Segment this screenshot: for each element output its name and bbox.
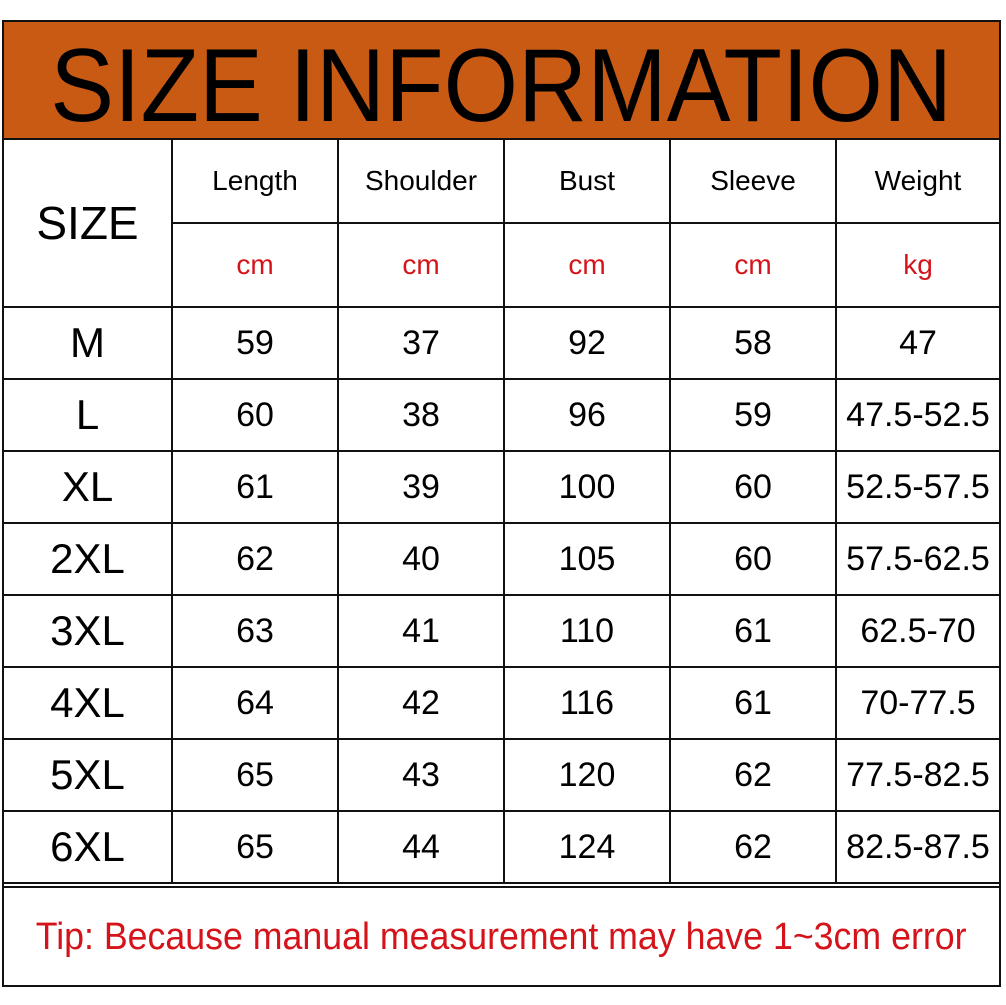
header-row (4, 139, 999, 223)
sleeve-cell: 60 (670, 451, 836, 523)
bust-cell: 120 (504, 739, 670, 811)
size-cell: 5XL (4, 739, 172, 811)
unit-bust: cm (504, 223, 670, 307)
size-chart (2, 20, 1001, 987)
shoulder-cell: 37 (338, 307, 504, 379)
bust-cell: 100 (504, 451, 670, 523)
size-table (4, 138, 999, 884)
shoulder-cell: 39 (338, 451, 504, 523)
weight-cell: 82.5-87.5 (836, 811, 999, 883)
table-row (4, 667, 999, 739)
shoulder-cell: 44 (338, 811, 504, 883)
sleeve-cell: 62 (670, 811, 836, 883)
table-row (4, 595, 999, 667)
size-cell: 6XL (4, 811, 172, 883)
table-row (4, 451, 999, 523)
length-cell: 64 (172, 667, 338, 739)
bust-cell: 124 (504, 811, 670, 883)
unit-weight: kg (836, 223, 999, 307)
table-row (4, 307, 999, 379)
unit-sleeve: cm (670, 223, 836, 307)
bust-cell: 105 (504, 523, 670, 595)
sleeve-cell: 62 (670, 739, 836, 811)
weight-cell: 70-77.5 (836, 667, 999, 739)
length-cell: 61 (172, 451, 338, 523)
column-header-weight: Weight (836, 139, 999, 223)
table-row (4, 811, 999, 883)
size-cell: 3XL (4, 595, 172, 667)
length-cell: 62 (172, 523, 338, 595)
bust-cell: 96 (504, 379, 670, 451)
column-header-shoulder: Shoulder (338, 139, 504, 223)
bust-cell: 110 (504, 595, 670, 667)
size-cell: L (4, 379, 172, 451)
weight-cell: 47.5-52.5 (836, 379, 999, 451)
unit-length: cm (172, 223, 338, 307)
weight-cell: 62.5-70 (836, 595, 999, 667)
sleeve-cell: 61 (670, 595, 836, 667)
table-row (4, 523, 999, 595)
size-cell: 4XL (4, 667, 172, 739)
size-cell: XL (4, 451, 172, 523)
length-cell: 65 (172, 739, 338, 811)
unit-shoulder: cm (338, 223, 504, 307)
length-cell: 59 (172, 307, 338, 379)
column-header-length: Length (172, 139, 338, 223)
column-header-sleeve: Sleeve (670, 139, 836, 223)
size-cell: 2XL (4, 523, 172, 595)
sleeve-cell: 58 (670, 307, 836, 379)
page-title: SIZE INFORMATION (50, 28, 953, 144)
sleeve-cell: 59 (670, 379, 836, 451)
bust-cell: 92 (504, 307, 670, 379)
table-row (4, 739, 999, 811)
length-cell: 65 (172, 811, 338, 883)
shoulder-cell: 43 (338, 739, 504, 811)
sleeve-cell: 60 (670, 523, 836, 595)
shoulder-cell: 40 (338, 523, 504, 595)
size-cell: M (4, 307, 172, 379)
measurement-tip: Tip: Because manual measurement may have 1~3cm error (36, 916, 967, 958)
weight-cell: 52.5-57.5 (836, 451, 999, 523)
sleeve-cell: 61 (670, 667, 836, 739)
weight-cell: 57.5-62.5 (836, 523, 999, 595)
bust-cell: 116 (504, 667, 670, 739)
shoulder-cell: 41 (338, 595, 504, 667)
shoulder-cell: 42 (338, 667, 504, 739)
tip-box (4, 886, 999, 987)
column-header-bust: Bust (504, 139, 670, 223)
shoulder-cell: 38 (338, 379, 504, 451)
title-banner (4, 22, 999, 144)
table-row (4, 379, 999, 451)
length-cell: 60 (172, 379, 338, 451)
weight-cell: 77.5-82.5 (836, 739, 999, 811)
weight-cell: 47 (836, 307, 999, 379)
length-cell: 63 (172, 595, 338, 667)
size-column-header: SIZE (4, 139, 172, 307)
